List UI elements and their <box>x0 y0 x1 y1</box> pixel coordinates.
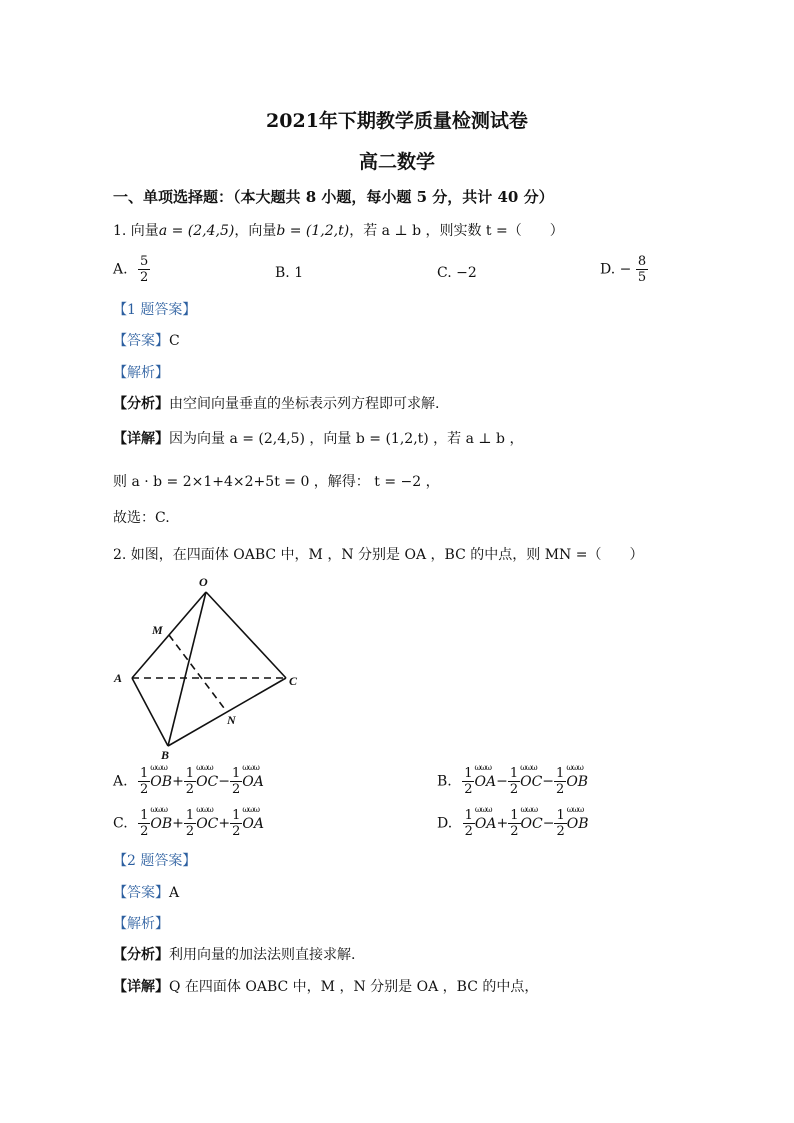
q1-option-c: C. −2 <box>437 265 477 281</box>
q2-answer-heading: 【2 题答案】 <box>113 853 197 869</box>
vertex-label-O: O <box>199 575 208 589</box>
q2-option-b: B. $\frac{1}{2}$ ωωω OA− $\frac{1}{2}$ ωωω OC− $\frac{1}{2}$ ωωω OB <box>437 766 588 797</box>
vertex-label-B: B <box>161 748 170 762</box>
q1-conclusion: 故选：C. <box>113 510 170 526</box>
q1-option-a: A. $\frac{5}{2}$ <box>113 254 149 285</box>
q1-stem: 1. 向量a = (2,4,5)，向量b = (1,2,t)，若 a ⊥ b ，则实数 t =（ ） <box>113 223 564 239</box>
q1-analysis: 【分析】由空间向量垂直的坐标表示列方程即可求解. <box>113 396 440 412</box>
section-heading: 一、单项选择题：（本大题共 8 小题，每小题 5 分，共计 40 分） <box>113 188 554 206</box>
edge-OC <box>206 592 286 678</box>
vertex-label-M: M <box>152 623 163 637</box>
q1-option-b: B. 1 <box>275 265 304 281</box>
q1-answer-heading: 【1 题答案】 <box>113 302 197 318</box>
q1-option-d: D. − $\frac{8}{5}$ <box>600 254 647 285</box>
q1-analysis-heading: 【解析】 <box>113 365 169 381</box>
edge-AB <box>132 678 168 746</box>
q2-option-d: D. $\frac{1}{2}$ ωωω OA+ $\frac{1}{2}$ ωωω OC− $\frac{1}{2}$ ωωω OB <box>437 808 589 839</box>
q2-stem: 2. 如图，在四面体 OABC 中，M ，N 分别是 OA ，BC 的中点，则 MN =（ ） <box>113 547 644 563</box>
q2-analysis: 【分析】利用向量的加法法则直接求解. <box>113 947 356 963</box>
q2-option-c: C. $\frac{1}{2}$ ωωω OB+ $\frac{1}{2}$ ωωω OC+ $\frac{1}{2}$ ωωω OA <box>113 808 264 839</box>
tetrahedron-figure <box>110 572 310 764</box>
vertex-label-A: A <box>114 671 123 685</box>
exam-subtitle: 高二数学 <box>358 151 435 173</box>
q1-answer: 【答案】C <box>113 333 180 349</box>
segment-MN <box>169 635 227 712</box>
vertex-label-N: N <box>227 713 236 727</box>
q2-detail: 【详解】Q 在四面体 OABC 中，M ，N 分别是 OA ，BC 的中点， <box>113 979 539 995</box>
q2-analysis-heading: 【解析】 <box>113 916 169 932</box>
q1-detail: 【详解】因为向量 a = (2,4,5) ，向量 b = (1,2,t) ，若 a ⊥ b ， <box>113 431 524 447</box>
q1-calc: 则 a · b = 2×1+4×2+5t = 0 ，解得： t = −2 ， <box>113 474 440 490</box>
q2-option-a: A. $\frac{1}{2}$ ωωω OB+ $\frac{1}{2}$ ωωω OC− $\frac{1}{2}$ ωωω OA <box>113 766 264 797</box>
vertex-label-C: C <box>289 674 298 688</box>
q2-answer: 【答案】A <box>113 885 180 901</box>
exam-title: 2021年下期教学质量检测试卷 <box>266 110 528 132</box>
